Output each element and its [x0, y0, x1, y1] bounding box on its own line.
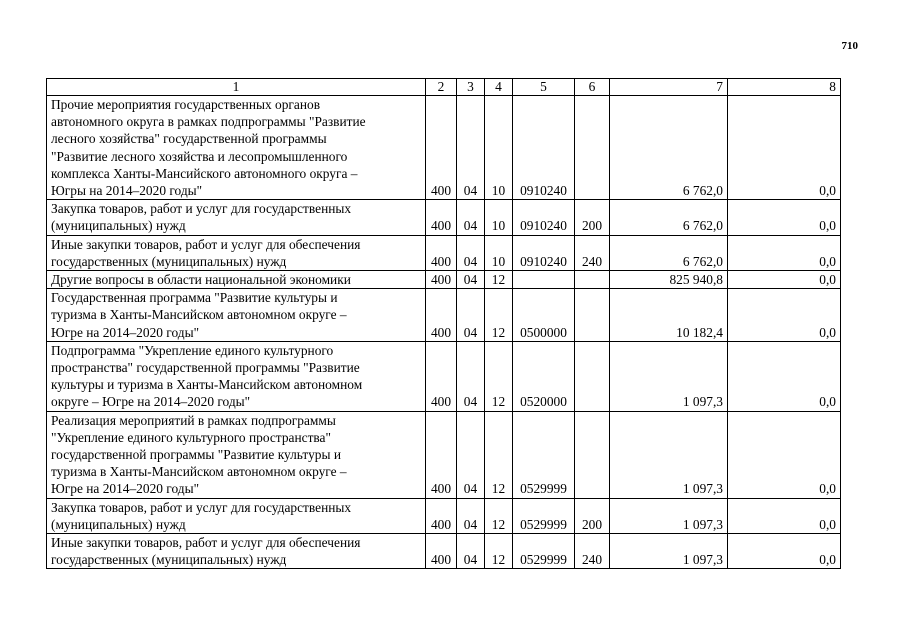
section-code-cell: 04	[457, 341, 485, 411]
ministry-code-cell: 400	[426, 235, 457, 270]
target-article-cell	[513, 271, 575, 289]
amount-cell: 1 097,3	[610, 341, 728, 411]
expense-type-cell	[575, 411, 610, 498]
ministry-code-cell: 400	[426, 534, 457, 569]
column-header: 7	[610, 79, 728, 96]
subsection-code-cell: 12	[485, 534, 513, 569]
column-header: 2	[426, 79, 457, 96]
amount-cell: 0,0	[728, 411, 841, 498]
section-code-cell: 04	[457, 411, 485, 498]
amount-cell: 1 097,3	[610, 498, 728, 533]
table-row	[47, 271, 841, 289]
subsection-code-cell: 12	[485, 271, 513, 289]
column-header: 6	[575, 79, 610, 96]
amount-cell: 0,0	[728, 534, 841, 569]
subsection-code-cell: 12	[485, 289, 513, 342]
amount-cell: 0,0	[728, 96, 841, 200]
target-article-cell: 0529999	[513, 498, 575, 533]
expense-type-cell: 200	[575, 498, 610, 533]
budget-table	[46, 78, 841, 569]
amount-cell: 10 182,4	[610, 289, 728, 342]
table-row	[47, 200, 841, 235]
amount-cell: 6 762,0	[610, 235, 728, 270]
target-article-cell: 0910240	[513, 96, 575, 200]
amount-cell: 0,0	[728, 341, 841, 411]
expense-type-cell: 240	[575, 235, 610, 270]
table-row	[47, 289, 841, 342]
target-article-cell: 0529999	[513, 534, 575, 569]
ministry-code-cell: 400	[426, 289, 457, 342]
table-row	[47, 498, 841, 533]
amount-cell: 0,0	[728, 271, 841, 289]
amount-cell: 0,0	[728, 498, 841, 533]
column-header: 1	[47, 79, 426, 96]
ministry-code-cell: 400	[426, 96, 457, 200]
amount-cell: 0,0	[728, 200, 841, 235]
item-name-cell: Иные закупки товаров, работ и услуг для обеспечения государственных (муниципальных) нужд	[47, 235, 426, 270]
item-name-cell: Иные закупки товаров, работ и услуг для обеспечения государственных (муниципальных) нужд	[47, 534, 426, 569]
amount-cell: 6 762,0	[610, 96, 728, 200]
column-header: 5	[513, 79, 575, 96]
item-name-cell: Государственная программа "Развитие культуры и туризма в Ханты-Мансийском автономном округе – Югре на 2014–2020 годы"	[47, 289, 426, 342]
amount-cell: 825 940,8	[610, 271, 728, 289]
item-name-cell: Прочие мероприятия государственных органов автономного округа в рамках подпрограммы "Развитие лесного хозяйства" государственной программы "Развитие лесного хозяйства и лесопромышленного комплекса Ханты-Мансийского автономного округа – Югры на 2014–2020 годы"	[47, 96, 426, 200]
ministry-code-cell: 400	[426, 498, 457, 533]
subsection-code-cell: 10	[485, 200, 513, 235]
page-number: 710	[841, 40, 858, 52]
column-header: 4	[485, 79, 513, 96]
expense-type-cell	[575, 271, 610, 289]
column-header: 8	[728, 79, 841, 96]
ministry-code-cell: 400	[426, 271, 457, 289]
subsection-code-cell: 10	[485, 235, 513, 270]
ministry-code-cell: 400	[426, 341, 457, 411]
amount-cell: 1 097,3	[610, 411, 728, 498]
subsection-code-cell: 12	[485, 341, 513, 411]
table-row	[47, 411, 841, 498]
target-article-cell: 0529999	[513, 411, 575, 498]
subsection-code-cell: 10	[485, 96, 513, 200]
expense-type-cell	[575, 341, 610, 411]
ministry-code-cell: 400	[426, 411, 457, 498]
subsection-code-cell: 12	[485, 498, 513, 533]
expense-type-cell: 240	[575, 534, 610, 569]
amount-cell: 0,0	[728, 289, 841, 342]
section-code-cell: 04	[457, 235, 485, 270]
ministry-code-cell: 400	[426, 200, 457, 235]
table-row	[47, 235, 841, 270]
table-header-row	[47, 79, 841, 96]
item-name-cell: Закупка товаров, работ и услуг для государственных (муниципальных) нужд	[47, 200, 426, 235]
amount-cell: 1 097,3	[610, 534, 728, 569]
expense-type-cell	[575, 96, 610, 200]
section-code-cell: 04	[457, 96, 485, 200]
amount-cell: 0,0	[728, 235, 841, 270]
amount-cell: 6 762,0	[610, 200, 728, 235]
section-code-cell: 04	[457, 200, 485, 235]
expense-type-cell	[575, 289, 610, 342]
target-article-cell: 0910240	[513, 235, 575, 270]
table-row	[47, 534, 841, 569]
target-article-cell: 0520000	[513, 341, 575, 411]
section-code-cell: 04	[457, 289, 485, 342]
item-name-cell: Другие вопросы в области национальной экономики	[47, 271, 426, 289]
target-article-cell: 0910240	[513, 200, 575, 235]
item-name-cell: Закупка товаров, работ и услуг для государственных (муниципальных) нужд	[47, 498, 426, 533]
expense-type-cell: 200	[575, 200, 610, 235]
table-row	[47, 341, 841, 411]
item-name-cell: Подпрограмма "Укрепление единого культурного пространства" государственной программы "Развитие культуры и туризма в Ханты-Мансийском автономном округе – Югре на 2014–2020 годы"	[47, 341, 426, 411]
section-code-cell: 04	[457, 271, 485, 289]
subsection-code-cell: 12	[485, 411, 513, 498]
section-code-cell: 04	[457, 534, 485, 569]
item-name-cell: Реализация мероприятий в рамках подпрограммы "Укрепление единого культурного пространства" государственной программы "Развитие культуры и туризма в Ханты-Мансийском автономном округе – Югре на 2014–2020 годы"	[47, 411, 426, 498]
table-row	[47, 96, 841, 200]
section-code-cell: 04	[457, 498, 485, 533]
target-article-cell: 0500000	[513, 289, 575, 342]
column-header: 3	[457, 79, 485, 96]
